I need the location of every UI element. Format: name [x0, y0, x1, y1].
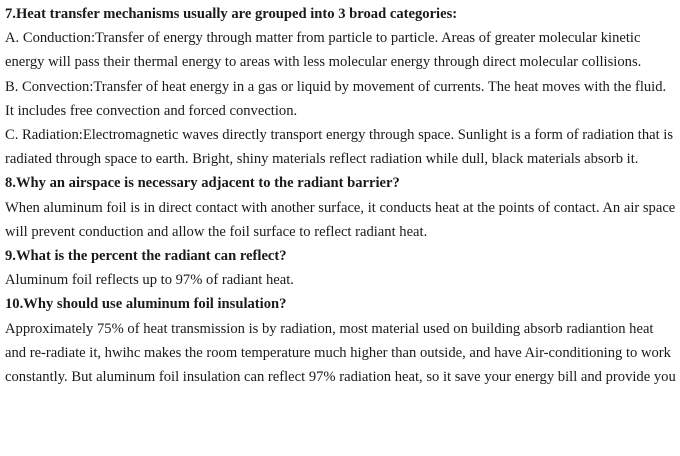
- answer-paragraph: When aluminum foil is in direct contact with another surface, it conducts heat at the points of contact. An air space will prevent conduction and allow the foil surface to reflect radiant heat.: [5, 199, 676, 240]
- answer-paragraph: Approximately 75% of heat transmission is by radiation, most material used on building absorb radiantion heat and re-radiate it, hwihc makes the room temperature much higher than outside, and have Air-conditioning to work constantly. But aluminum foil insulation can reflect 97% radiation heat, so it save your energy bill and provide you: [5, 320, 676, 386]
- answer-paragraph: Aluminum foil reflects up to 97% of radiant heat.: [5, 272, 294, 289]
- section-8: [5, 171, 676, 244]
- question-heading: 7.Heat transfer mechanisms usually are grouped into 3 broad categories:: [5, 6, 458, 22]
- section-9: [5, 244, 676, 292]
- section-7: [5, 2, 676, 171]
- question-heading: 8.Why an airspace is necessary adjacent to the radiant barrier?: [5, 175, 400, 192]
- convection-paragraph: B. Convection:Transfer of heat energy in a gas or liquid by movement of currents. The heat moves with the fluid. It includes free convection and forced convection.: [5, 78, 667, 119]
- question-heading: 9.What is the percent the radiant can reflect?: [5, 248, 287, 265]
- section-10: [5, 292, 676, 389]
- conduction-paragraph: A. Conduction:Transfer of energy through matter from particle to particle. Areas of greater molecular kinetic energy will pass their thermal energy to areas with less molecular energy through direct molecular collisions.: [5, 30, 642, 71]
- radiation-paragraph: C. Radiation:Electromagnetic waves directly transport energy through space. Sunlight is a form of radiation that is radiated through space to earth. Bright, shiny materials reflect radiation while dull, black materials absorb it.: [5, 127, 674, 168]
- question-heading: 10.Why should use aluminum foil insulation?: [5, 296, 287, 313]
